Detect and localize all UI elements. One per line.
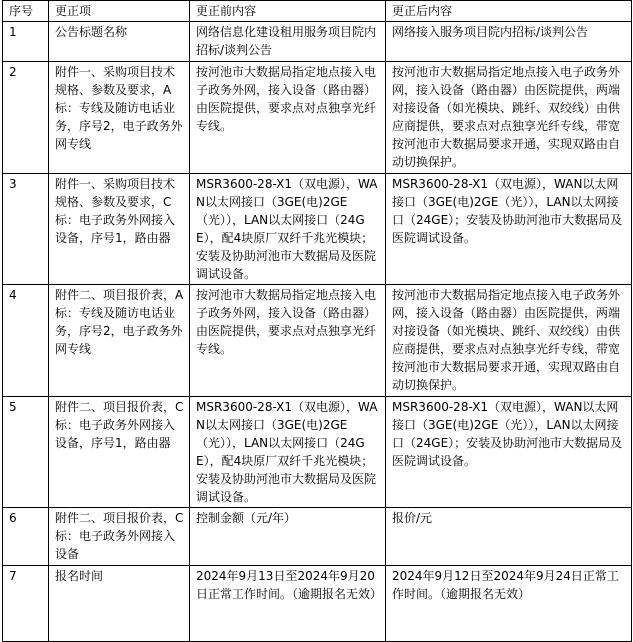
table-row	[3, 508, 632, 566]
row-after: 网络接入服务项目院内招标/谈判公告	[386, 22, 632, 62]
table-row	[3, 22, 632, 62]
row-before: 网络信息化建设租用服务项目院内招标/谈判公告	[190, 22, 386, 62]
row-item: 附件二、项目报价表，C标：电子政务外网接入设备	[49, 508, 190, 566]
header-after: 更正后内容	[386, 1, 632, 22]
row-item: 附件一、采购项目技术规格、参数及要求，C标：电子政务外网接入设备，序号1，路由器	[49, 174, 190, 285]
row-before: 按河池市大数据局指定地点接入电子政务外网，接入设备（路由器）由医院提供，要求点对点独享光纤专线。	[190, 285, 386, 397]
row-before: MSR3600-28-X1（双电源），WAN以太网接口（3GE(电)2GE（光）），LAN以太网接口（24GE），配4块原厂双纤千兆光模块；安装及协助河池市大数据局及医院调试设备。	[190, 174, 386, 285]
row-after: 报价/元	[386, 508, 632, 566]
table-row	[3, 397, 632, 508]
row-no: 2	[3, 62, 49, 174]
row-after: MSR3600-28-X1（双电源），WAN以太网接口（3GE(电)2GE（光）），LAN以太网接口（24GE）；安装及协助河池市大数据局及医院调试设备。	[386, 174, 632, 285]
row-no: 6	[3, 508, 49, 566]
row-before: 控制金额（元/年）	[190, 508, 386, 566]
row-no: 5	[3, 397, 49, 508]
row-after: MSR3600-28-X1（双电源），WAN以太网接口（3GE(电)2GE（光）），LAN以太网接口（24GE）；安装及协助河池市大数据局及医院调试设备。	[386, 397, 632, 508]
row-no: 4	[3, 285, 49, 397]
table-row	[3, 174, 632, 285]
header-no: 序号	[3, 1, 49, 22]
correction-table	[2, 0, 632, 642]
row-after: 按河池市大数据局指定地点接入电子政务外网，接入设备（路由器）由医院提供，两端对接设备（如光模块、跳纤、双绞线）由供应商提供，要求点对点独享光纤专线，带宽按河池市大数据局要求开通，实现双路由自动切换保护。	[386, 285, 632, 397]
header-item: 更正项	[49, 1, 190, 22]
table-row	[3, 566, 632, 642]
row-item: 附件二、项目报价表，A标：专线及随访电话业务，序号2，电子政务外网专线	[49, 285, 190, 397]
row-before: 2024年9月13日至2024年9月20日正常工作时间。（逾期报名无效）	[190, 566, 386, 642]
row-after: 2024年9月12日至2024年9月24日正常工作时间。（逾期报名无效）	[386, 566, 632, 642]
row-item: 报名时间	[49, 566, 190, 642]
table-row	[3, 285, 632, 397]
row-item: 公告标题名称	[49, 22, 190, 62]
row-before: 按河池市大数据局指定地点接入电子政务外网，接入设备（路由器）由医院提供，要求点对点独享光纤专线。	[190, 62, 386, 174]
row-item: 附件二、项目报价表，C标：电子政务外网接入设备，序号1，路由器	[49, 397, 190, 508]
table-row	[3, 62, 632, 174]
row-before: MSR3600-28-X1（双电源），WAN以太网接口（3GE(电)2GE（光）），LAN以太网接口（24GE），配4块原厂双纤千兆光模块；安装及协助河池市大数据局及医院调试设备。	[190, 397, 386, 508]
table-header-row	[3, 1, 632, 22]
row-no: 3	[3, 174, 49, 285]
row-after: 按河池市大数据局指定地点接入电子政务外网，接入设备（路由器）由医院提供，两端对接设备（如光模块、跳纤、双绞线）由供应商提供，要求点对点独享光纤专线，带宽按河池市大数据局要求开通，实现双路由自动切换保护。	[386, 62, 632, 174]
row-no: 7	[3, 566, 49, 642]
row-item: 附件一、采购项目技术规格、参数及要求，A标：专线及随访电话业务，序号2，电子政务外网专线	[49, 62, 190, 174]
row-no: 1	[3, 22, 49, 62]
header-before: 更正前内容	[190, 1, 386, 22]
